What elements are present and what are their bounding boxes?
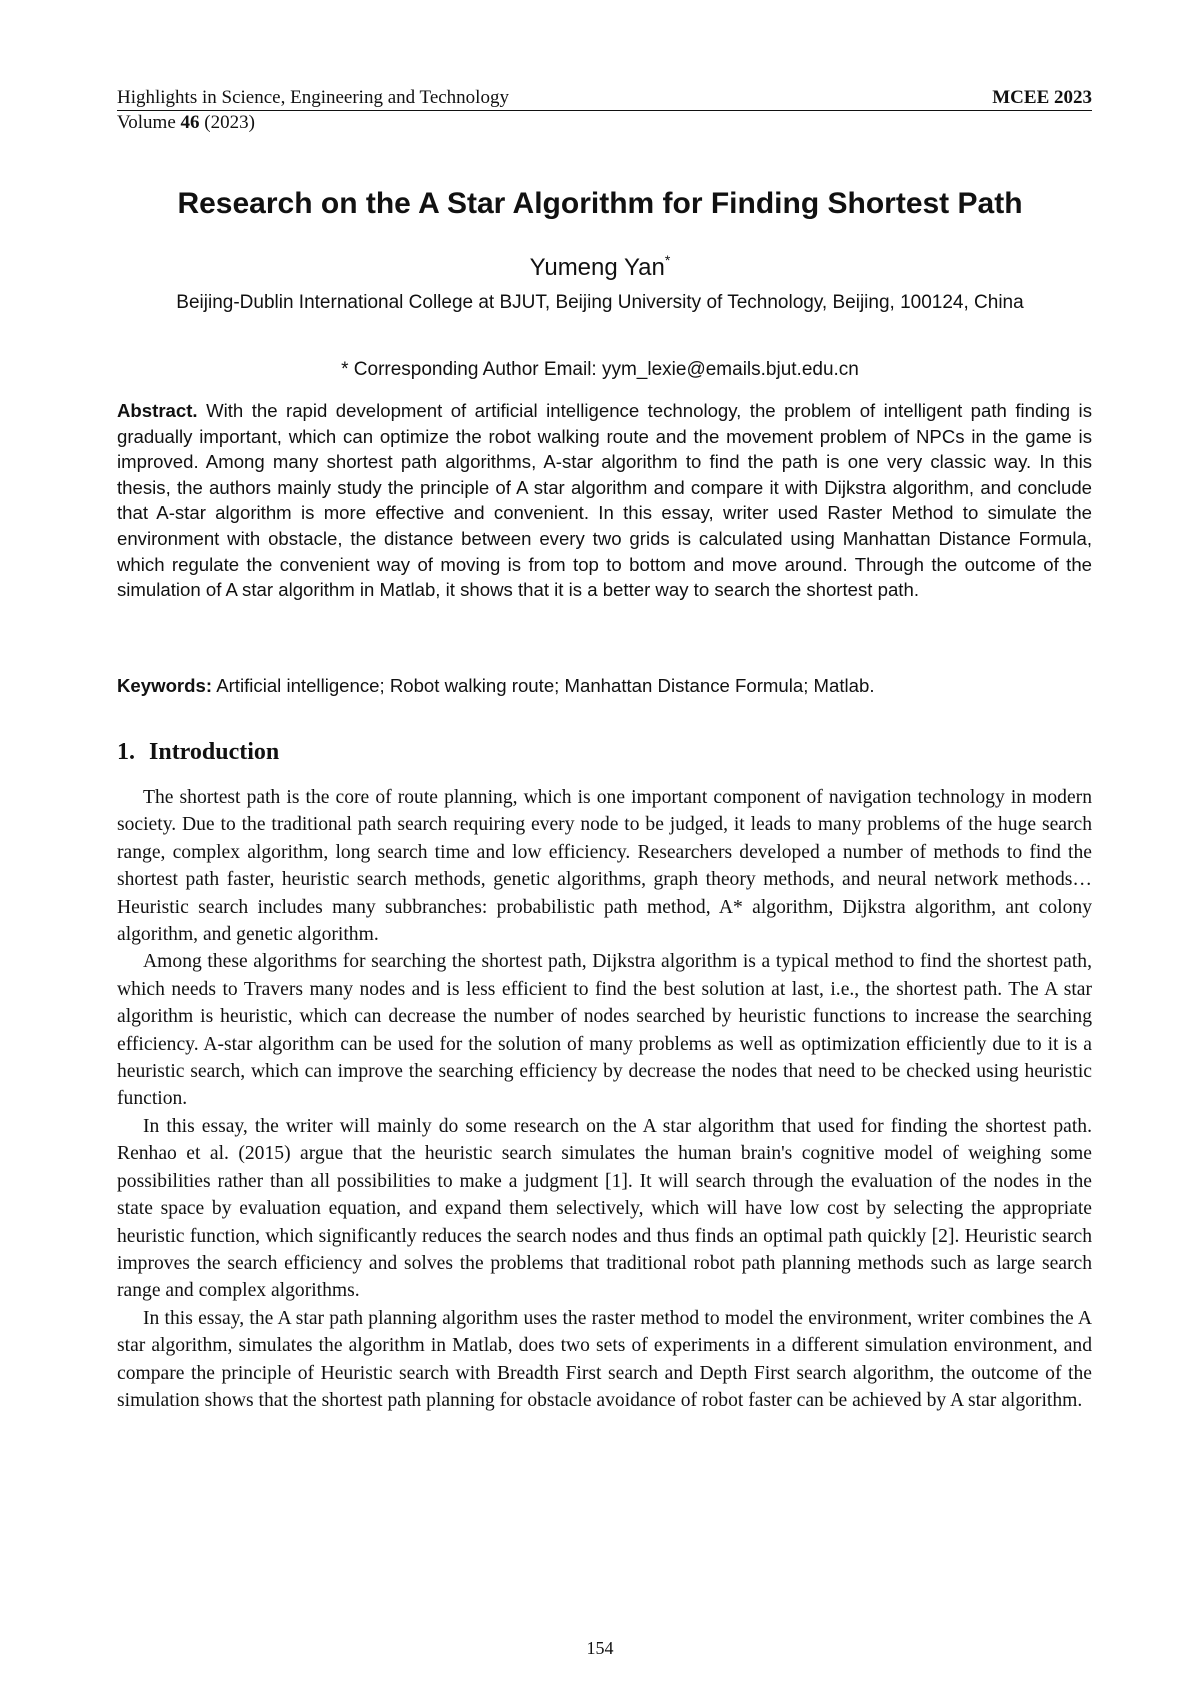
corresponding-email: * Corresponding Author Email: yym_lexie@emails.bjut.edu.cn xyxy=(341,359,859,380)
keywords-text: Artificial intelligence; Robot walking route; Manhattan Distance Formula; Matlab. xyxy=(216,675,875,696)
volume-number: 46 xyxy=(180,112,200,133)
journal-name: Highlights in Science, Engineering and Technology xyxy=(117,87,509,108)
paragraph: The shortest path is the core of route planning, which is one important component of navigation technology in modern society. Due to the traditional path search requiring every node to be judged, it leads to many problems of the huge search range, complex algorithm, long search time and low efficiency. Researchers developed a number of methods to find the shortest path faster, heuristic search methods, genetic algorithms, graph theory methods, and neural network methods… Heuristic search includes many subbranches: probabilistic path method, A* algorithm, Dijkstra algorithm, ant colony algorithm, and genetic algorithm. xyxy=(117,787,1092,946)
author-mark: * xyxy=(664,252,671,268)
affiliation: Beijing-Dublin International College at BJUT, Beijing University of Technology, Beijing, 100124, China xyxy=(176,292,1024,313)
paper-title: Research on the A Star Algorithm for Finding Shortest Path xyxy=(177,187,1023,220)
volume-line xyxy=(117,111,1092,135)
keywords xyxy=(117,673,1092,699)
abstract-text: With the rapid development of artificial intelligence technology, the problem of intelligent path finding is gradually important, which can optimize the robot walking route and the movement problem of NPCs in the game is improved. Among many shortest path algorithms, A-star algorithm to find the path is one very classic way. In this thesis, the authors mainly study the principle of A star algorithm and compare it with Dijkstra algorithm, and conclude that A-star algorithm is more effective and convenient. In this essay, writer used Raster Method to simulate the environment with obstacle, the distance between every two grids is calculated using Manhattan Distance Formula, which regulate the convenient way of moving is from top to bottom and move around. Through the outcome of the simulation of A star algorithm in Matlab, it shows that it is a better way to search the shortest path. xyxy=(117,400,1092,601)
abstract-label: Abstract. xyxy=(117,400,198,421)
running-header-rule xyxy=(117,86,1092,111)
volume-label: Volume xyxy=(117,112,176,133)
paragraph: In this essay, the writer will mainly do some research on the A star algorithm that used for finding the shortest path. Renhao et al. (2015) argue that the heuristic search simulates the human brain's cognitive model of weighing some possibilities rather than all possibilities to make a judgment [1]. It will search through the evaluation of the nodes in the state space by evaluation equation, and expand them selectively, which will have low cost by selecting the appropriate heuristic function, which significantly reduces the search nodes and thus finds an optimal path quickly [2]. Heuristic search improves the search efficiency and solves the problems that traditional robot path planning methods such as large search range and complex algorithms. xyxy=(117,1115,1092,1302)
running-header xyxy=(117,86,1092,135)
conference-name: MCEE 2023 xyxy=(992,87,1092,108)
author-line xyxy=(100,245,1100,283)
paragraph: Among these algorithms for searching the shortest path, Dijkstra algorithm is a typical method to find the shortest path, which needs to Travers many nodes and is less efficient to find the best solution at last, i.e., the shortest path. The A star algorithm is heuristic, which can decrease the number of nodes searched by heuristic functions to increase the searching efficiency. A-star algorithm can be used for the solution of many problems as well as optimization efficiently due to it is a heuristic search, which can improve the searching efficiency by decrease the nodes that need to be checked using heuristic function. xyxy=(117,951,1092,1110)
page-number: 154 xyxy=(586,1638,614,1658)
section-heading xyxy=(117,737,279,767)
paragraph: In this essay, the A star path planning algorithm uses the raster method to model the environment, writer combines the A star algorithm, simulates the algorithm in Matlab, does two sets of experiments in a different simulation environment, and compare the principle of Heuristic search with Breadth First search and Depth First search algorithm, the outcome of the simulation shows that the shortest path planning for obstacle avoidance of robot faster can be achieved by A star algorithm. xyxy=(117,1307,1092,1411)
keywords-label: Keywords: xyxy=(117,675,213,696)
section-number: 1. xyxy=(117,739,135,765)
section-title: Introduction xyxy=(149,739,280,765)
volume-year: (2023) xyxy=(204,112,255,133)
section-body xyxy=(117,784,1092,1414)
author-name: Yumeng Yan xyxy=(529,254,665,281)
abstract xyxy=(117,398,1092,603)
